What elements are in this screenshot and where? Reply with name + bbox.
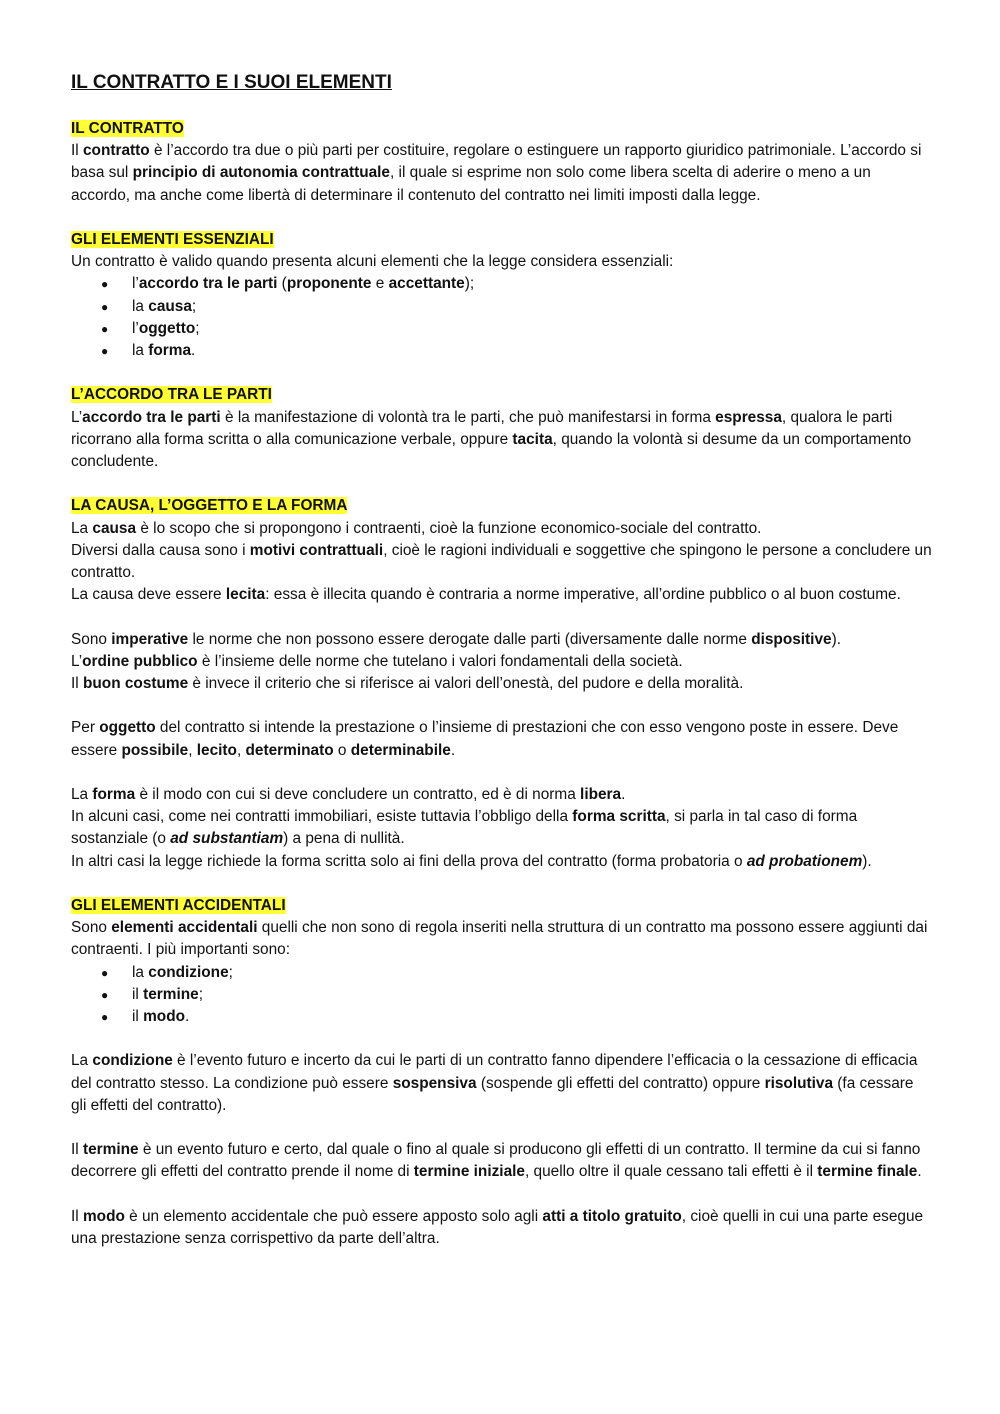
paragraph: Per oggetto del contratto si intende la prestazione o l’insieme di prestazioni che con esso vengono poste in essere. Deve essere possibile, lecito, determinato o determinabile. (71, 719, 899, 759)
paragraph: La causa è lo scopo che si propongono i contraenti, cioè la funzione economico-sociale del contratto. (71, 519, 762, 537)
paragraph: Il contratto è l’accordo tra due o più parti per costituire, regolare o estinguere un rapporto giuridico patrimoniale. L’accordo si basa sul principio di autonomia contrattuale, il quale si esprime non solo come libera scelta di aderire o meno a un accordo, ma anche come libertà di determinare il contenuto del contratto nei limiti imposti dalla legge. (71, 142, 922, 204)
paragraph: Sono imperative le norme che non possono essere derogate dalle parti (diversamente dalle norme dispositive). (71, 630, 841, 648)
paragraph: Il termine è un evento futuro e certo, dal quale o fino al quale si producono gli effetti di un contratto. Il termine da cui si fanno decorrere gli effetti del contratto prende il nome di termine iniziale, quello oltre il quale cessano tali effetti è il termine finale. (71, 1141, 922, 1181)
paragraph: Il modo è un elemento accidentale che può essere apposto solo agli atti a titolo gratuito, cioè quelli in cui una parte esegue una prestazione senza corrispettivo da parte dell’altra. (71, 1207, 924, 1247)
list-item: ● l’oggetto; (71, 318, 933, 340)
section-heading-accordo: L’ACCORDO TRA LE PARTI (71, 386, 272, 404)
paragraph: In alcuni casi, come nei contratti immobiliari, esiste tuttavia l’obbligo della forma scritta, si parla in tal caso di forma sostanziale (o ad substantiam) a pena di nullità. (71, 808, 858, 848)
paragraph: In altri casi la legge richiede la forma scritta solo ai fini della prova del contratto (forma probatoria o ad probationem). (71, 852, 872, 870)
paragraph: La condizione è l’evento futuro e incerto da cui le parti di un contratto fanno dipendere l’efficacia o la cessazione di efficacia del contratto stesso. La condizione può essere sospensiva (sospende gli effetti del contratto) oppure risolutiva (fa cessare gli effetti del contratto). (71, 1052, 918, 1114)
section-heading-contratto: IL CONTRATTO (71, 120, 184, 137)
list-item: ● l’accordo tra le parti (proponente e accettante); (71, 273, 933, 295)
list-item: ● la condizione; (71, 962, 933, 984)
paragraph: Sono elementi accidentali quelli che non sono di regola inseriti nella struttura di un contratto ma possono essere aggiunti dai contraenti. I più importanti sono: (71, 919, 928, 959)
accidental-elements-list (71, 962, 933, 1029)
essential-elements-list (71, 273, 933, 362)
section-heading-elementi-accidentali: GLI ELEMENTI ACCIDENTALI (71, 897, 286, 914)
list-item: ● la causa; (71, 296, 933, 318)
document-page (71, 70, 933, 1250)
list-item: ● la forma. (71, 340, 933, 362)
paragraph: Un contratto è valido quando presenta alcuni elementi che la legge considera essenziali: (71, 253, 674, 271)
paragraph: L’accordo tra le parti è la manifestazione di volontà tra le parti, che può manifestarsi in forma espressa, qualora le parti ricorrano alla forma scritta o alla comunicazione verbale, oppure tacita, quando la volontà si desume da un comportamento concludente. (71, 408, 912, 471)
list-item: ● il modo. (71, 1006, 933, 1028)
paragraph: La forma è il modo con cui si deve concludere un contratto, ed è di norma libera. (71, 786, 626, 803)
section-heading-causa-oggetto-forma: LA CAUSA, L’OGGETTO E LA FORMA (71, 497, 348, 515)
section-heading-elementi-essenziali: GLI ELEMENTI ESSENZIALI (71, 231, 274, 248)
list-item: ● il termine; (71, 984, 933, 1006)
paragraph: La causa deve essere lecita: essa è illecita quando è contraria a norme imperative, all’ordine pubblico o al buon costume. (71, 586, 901, 604)
document-title: IL CONTRATTO E I SUOI ELEMENTI (71, 72, 392, 93)
paragraph: Il buon costume è invece il criterio che si riferisce ai valori dell’onestà, del pudore e della moralità. (71, 675, 744, 693)
paragraph: Diversi dalla causa sono i motivi contrattuali, cioè le ragioni individuali e soggettive che spingono le persone a concludere un contratto. (71, 541, 932, 582)
paragraph: L’ordine pubblico è l’insieme delle norme che tutelano i valori fondamentali della società. (71, 652, 683, 670)
